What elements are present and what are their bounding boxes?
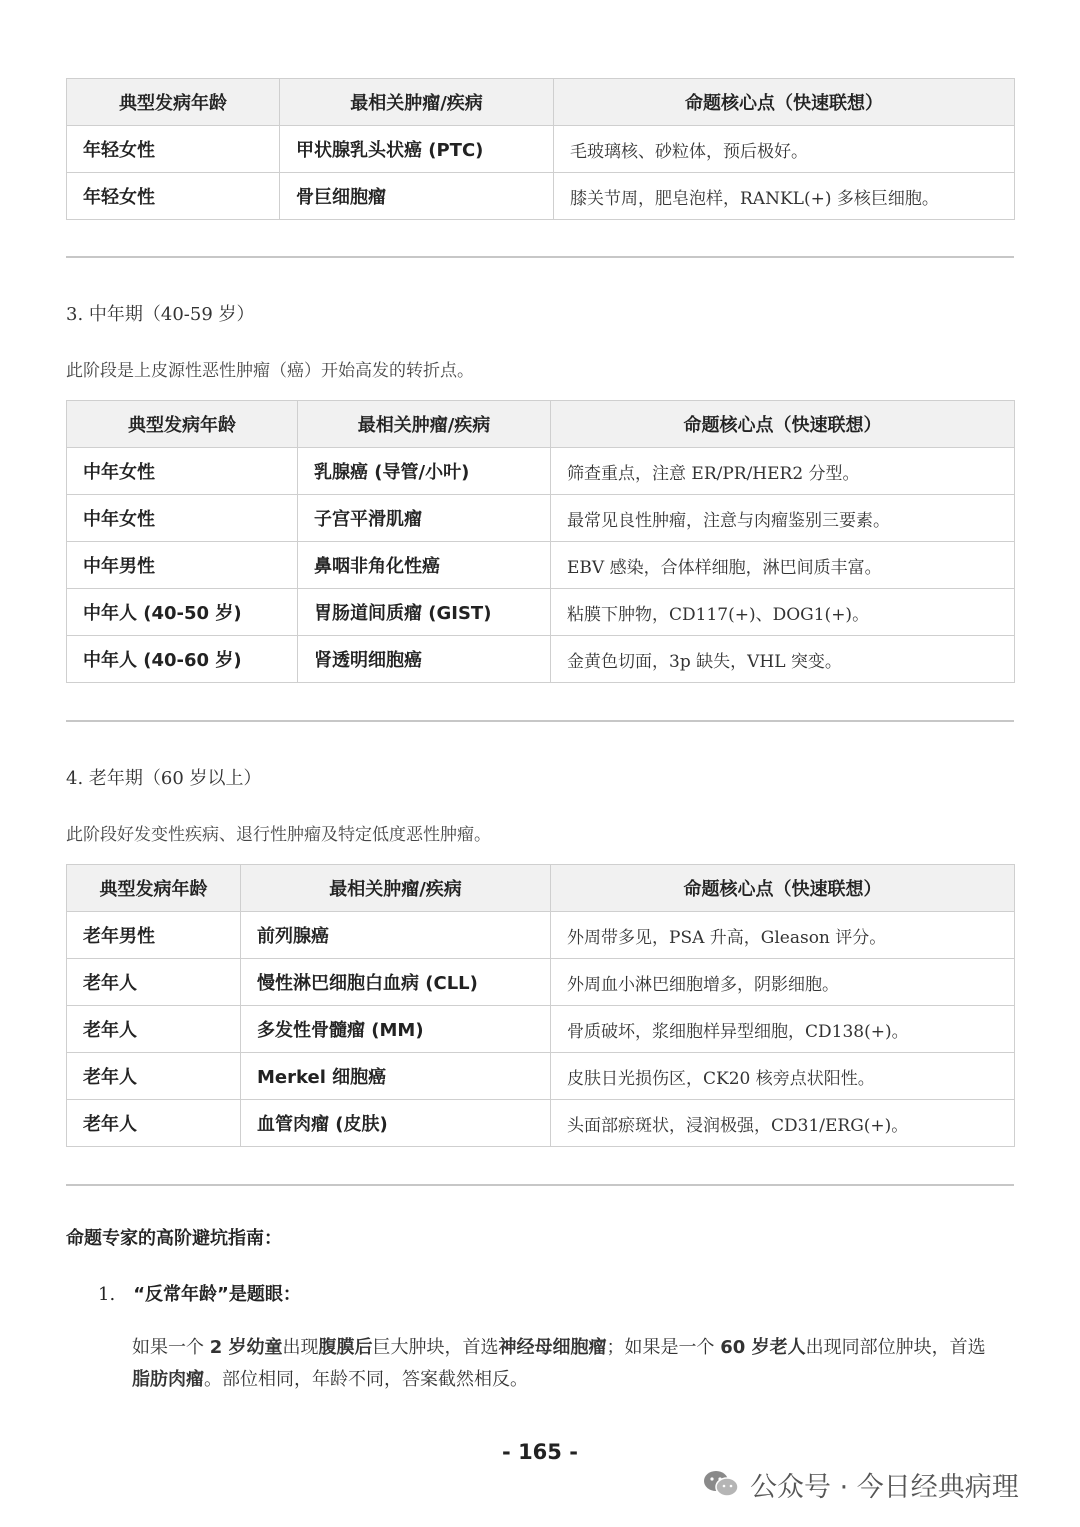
key-point-cell: 金黄色切面，3p 缺失，VHL 突变。 bbox=[551, 636, 1015, 683]
page-number: - 165 - bbox=[502, 1440, 578, 1464]
guide-emphasis: 腹膜后 bbox=[318, 1337, 373, 1358]
key-point-cell: 皮肤日光损伤区，CK20 核旁点状阳性。 bbox=[551, 1053, 1015, 1100]
guide-item-number: 1. bbox=[98, 1284, 116, 1305]
table-row bbox=[67, 495, 1015, 542]
key-point-cell: EBV 感染，合体样细胞，淋巴间质丰富。 bbox=[551, 542, 1015, 589]
section-intro: 此阶段是上皮源性恶性肿瘤（癌）开始高发的转折点。 bbox=[66, 361, 474, 381]
guide-text: 如果一个 bbox=[132, 1337, 210, 1358]
key-point-cell: 筛查重点，注意 ER/PR/HER2 分型。 bbox=[551, 448, 1015, 495]
table-middle-age bbox=[66, 400, 1015, 683]
tumor-cell: 肾透明细胞癌 bbox=[298, 636, 551, 683]
wechat-icon bbox=[702, 1469, 740, 1499]
guide-text: 出现 bbox=[282, 1337, 319, 1358]
watermark-text: 公众号 · 今日经典病理 bbox=[750, 1471, 1019, 1503]
table-row bbox=[67, 1100, 1015, 1147]
table-header-row bbox=[67, 401, 1015, 448]
header-age: 典型发病年龄 bbox=[67, 401, 298, 448]
tumor-cell: 甲状腺乳头状癌 (PTC) bbox=[280, 126, 554, 173]
tumor-cell: 鼻咽非角化性癌 bbox=[298, 542, 551, 589]
guide-text: 。部位相同，年龄不同，答案截然相反。 bbox=[204, 1369, 528, 1390]
guide-emphasis: 脂肪肉瘤 bbox=[132, 1369, 204, 1390]
table-row bbox=[67, 542, 1015, 589]
age-cell: 年轻女性 bbox=[67, 126, 280, 173]
table-header-row bbox=[67, 865, 1015, 912]
key-point-cell: 外周带多见，PSA 升高，Gleason 评分。 bbox=[551, 912, 1015, 959]
key-point-cell: 最常见良性肿瘤，注意与肉瘤鉴别三要素。 bbox=[551, 495, 1015, 542]
header-age: 典型发病年龄 bbox=[67, 79, 280, 126]
guide-text: ；如果是一个 bbox=[606, 1337, 721, 1358]
key-point-cell: 外周血小淋巴细胞增多，阴影细胞。 bbox=[551, 959, 1015, 1006]
table-old-age bbox=[66, 864, 1015, 1147]
header-tumor: 最相关肿瘤/疾病 bbox=[280, 79, 554, 126]
section-intro: 此阶段好发变性疾病、退行性肿瘤及特定低度恶性肿瘤。 bbox=[66, 825, 491, 845]
table-row bbox=[67, 589, 1015, 636]
key-point-cell: 膝关节周，肥皂泡样，RANKL(+) 多核巨细胞。 bbox=[554, 173, 1015, 220]
section-heading-middle-age: 3. 中年期（40-59 岁） bbox=[66, 304, 255, 325]
age-cell: 中年男性 bbox=[67, 542, 298, 589]
age-cell: 中年女性 bbox=[67, 448, 298, 495]
table-row bbox=[67, 173, 1015, 220]
age-cell: 老年人 bbox=[67, 1053, 241, 1100]
guide-item bbox=[98, 1280, 301, 1306]
age-cell: 中年人 (40-50 岁) bbox=[67, 589, 298, 636]
header-age: 典型发病年龄 bbox=[67, 865, 241, 912]
key-point-cell: 毛玻璃核、砂粒体，预后极好。 bbox=[554, 126, 1015, 173]
tumor-cell: Merkel 细胞癌 bbox=[241, 1053, 551, 1100]
divider bbox=[66, 720, 1014, 722]
table-row bbox=[67, 912, 1015, 959]
age-cell: 中年女性 bbox=[67, 495, 298, 542]
tumor-cell: 胃肠道间质瘤 (GIST) bbox=[298, 589, 551, 636]
tumor-cell: 慢性淋巴细胞白血病 (CLL) bbox=[241, 959, 551, 1006]
guide-item-title: “反常年龄”是题眼： bbox=[133, 1284, 301, 1305]
key-point-cell: 骨质破坏，浆细胞样异型细胞，CD138(+)。 bbox=[551, 1006, 1015, 1053]
guide-text: 出现同部位肿块，首选 bbox=[805, 1337, 986, 1358]
table-row bbox=[67, 1053, 1015, 1100]
section-heading-old-age: 4. 老年期（60 岁以上） bbox=[66, 768, 262, 789]
divider bbox=[66, 1184, 1014, 1186]
age-cell: 中年人 (40-60 岁) bbox=[67, 636, 298, 683]
tumor-cell: 骨巨细胞瘤 bbox=[280, 173, 554, 220]
age-cell: 老年人 bbox=[67, 1100, 241, 1147]
table-row bbox=[67, 636, 1015, 683]
divider bbox=[66, 256, 1014, 258]
table-row bbox=[67, 1006, 1015, 1053]
guide-emphasis: 神经母细胞瘤 bbox=[498, 1337, 607, 1358]
table-young-age bbox=[66, 78, 1015, 220]
tumor-cell: 子宫平滑肌瘤 bbox=[298, 495, 551, 542]
age-cell: 老年人 bbox=[67, 1006, 241, 1053]
watermark bbox=[702, 1462, 1019, 1506]
header-key-points: 命题核心点（快速联想） bbox=[551, 865, 1015, 912]
guide-emphasis: 60 岁老人 bbox=[720, 1337, 806, 1358]
guide-title: 命题专家的高阶避坑指南： bbox=[66, 1228, 282, 1249]
table-row bbox=[67, 126, 1015, 173]
tumor-cell: 血管肉瘤 (皮肤) bbox=[241, 1100, 551, 1147]
guide-text: 巨大肿块，首选 bbox=[372, 1337, 499, 1358]
header-key-points: 命题核心点（快速联想） bbox=[551, 401, 1015, 448]
guide-body bbox=[132, 1332, 1002, 1396]
header-tumor: 最相关肿瘤/疾病 bbox=[241, 865, 551, 912]
header-tumor: 最相关肿瘤/疾病 bbox=[298, 401, 551, 448]
age-cell: 老年人 bbox=[67, 959, 241, 1006]
table-header-row bbox=[67, 79, 1015, 126]
key-point-cell: 粘膜下肿物，CD117(+)、DOG1(+)。 bbox=[551, 589, 1015, 636]
age-cell: 年轻女性 bbox=[67, 173, 280, 220]
key-point-cell: 头面部瘀斑状，浸润极强，CD31/ERG(+)。 bbox=[551, 1100, 1015, 1147]
age-cell: 老年男性 bbox=[67, 912, 241, 959]
tumor-cell: 多发性骨髓瘤 (MM) bbox=[241, 1006, 551, 1053]
header-key-points: 命题核心点（快速联想） bbox=[554, 79, 1015, 126]
table-row bbox=[67, 448, 1015, 495]
table-row bbox=[67, 959, 1015, 1006]
tumor-cell: 乳腺癌 (导管/小叶) bbox=[298, 448, 551, 495]
tumor-cell: 前列腺癌 bbox=[241, 912, 551, 959]
guide-emphasis: 2 岁幼童 bbox=[209, 1337, 283, 1358]
